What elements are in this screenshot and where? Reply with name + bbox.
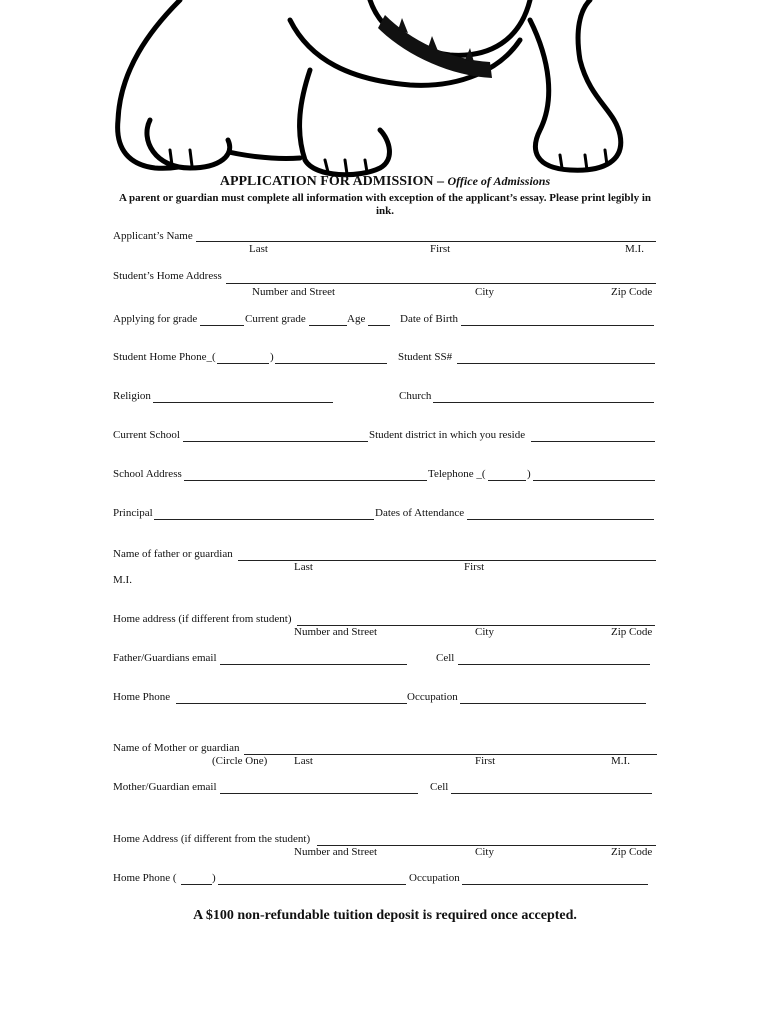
mother-phone-field[interactable]: [218, 869, 406, 885]
father-home-address-label: Home address (if different from student): [113, 613, 292, 625]
bulldog-mascot-image: [110, 0, 640, 180]
current-grade-label: Current grade: [245, 313, 306, 325]
dates-attendance-field[interactable]: [467, 504, 654, 520]
father-cell-field[interactable]: [458, 649, 650, 665]
mother-city-caption: City: [475, 846, 494, 858]
father-home-address-field[interactable]: [297, 610, 655, 626]
student-phone-label: Student Home Phone_(: [113, 351, 216, 363]
mother-circle-caption: (Circle One): [212, 755, 268, 767]
office-name: Office of Admissions: [447, 174, 551, 188]
student-phone-paren: ): [270, 351, 274, 363]
student-ss-field[interactable]: [457, 348, 655, 364]
form-title-text: APPLICATION FOR ADMISSION –: [219, 174, 448, 189]
religion-label: Religion: [113, 390, 151, 402]
form-instructions: A parent or guardian must complete all information with exception of the applicant’s essay. Please print legibly in ink.: [118, 192, 652, 217]
home-address-label: Student’s Home Address: [113, 270, 222, 282]
father-name-field[interactable]: [238, 545, 656, 561]
applicant-mi-caption: M.I.: [625, 243, 644, 255]
mother-home-address-label: Home Address (if different from the student): [113, 833, 311, 845]
applicant-last-caption: Last: [249, 243, 268, 255]
current-school-label: Current School: [113, 429, 180, 441]
church-field[interactable]: [433, 387, 654, 403]
applying-grade-field[interactable]: [200, 310, 244, 326]
mother-last-caption: Last: [294, 755, 313, 767]
district-label: Student district in which you reside: [369, 429, 526, 441]
dob-field[interactable]: [461, 310, 654, 326]
mother-occupation-field[interactable]: [462, 869, 648, 885]
mother-email-label: Mother/Guardian email: [113, 781, 217, 793]
applicant-first-caption: First: [430, 243, 451, 255]
mother-occupation-label: Occupation: [409, 872, 460, 884]
father-last-caption: Last: [294, 561, 313, 573]
age-field[interactable]: [368, 310, 390, 326]
father-street-caption: Number and Street: [294, 626, 378, 638]
dob-label: Date of Birth: [400, 313, 459, 325]
church-label: Church: [399, 390, 432, 402]
mother-zip-caption: Zip Code: [611, 846, 653, 858]
home-city-caption: City: [475, 286, 494, 298]
applying-grade-label: Applying for grade: [113, 313, 198, 325]
mother-home-address-field[interactable]: [317, 830, 656, 846]
principal-label: Principal: [113, 507, 153, 519]
dates-attendance-label: Dates of Attendance: [375, 507, 465, 519]
father-occupation-label: Occupation: [407, 691, 458, 703]
deposit-notice: A $100 non-refundable tuition deposit is required once accepted.: [193, 908, 577, 923]
mother-cell-label: Cell: [430, 781, 449, 793]
father-name-label: Name of father or guardian: [113, 548, 233, 560]
mother-cell-field[interactable]: [451, 778, 652, 794]
father-home-phone-label: Home Phone: [113, 691, 171, 703]
father-zip-caption: Zip Code: [611, 626, 653, 638]
home-zip-caption: Zip Code: [611, 286, 653, 298]
mother-email-field[interactable]: [220, 778, 418, 794]
student-phone-field[interactable]: [275, 348, 387, 364]
school-telephone-field[interactable]: [533, 465, 655, 481]
current-school-field[interactable]: [183, 426, 368, 442]
religion-field[interactable]: [153, 387, 333, 403]
school-telephone-label: Telephone _(: [428, 468, 486, 480]
school-address-field[interactable]: [184, 465, 427, 481]
home-street-caption: Number and Street: [252, 286, 336, 298]
applicant-name-label: Applicant’s Name: [113, 230, 193, 242]
father-occupation-field[interactable]: [460, 688, 646, 704]
home-address-field[interactable]: [226, 268, 656, 284]
father-cell-label: Cell: [436, 652, 455, 664]
father-mi-caption: M.I.: [113, 574, 132, 586]
father-first-caption: First: [464, 561, 485, 573]
mother-mi-caption: M.I.: [611, 755, 630, 767]
school-address-label: School Address: [113, 468, 182, 480]
mother-home-phone-label: Home Phone (: [113, 872, 177, 884]
district-field[interactable]: [531, 426, 655, 442]
current-grade-field[interactable]: [309, 310, 347, 326]
student-phone-area-field[interactable]: [217, 348, 269, 364]
applicant-name-field[interactable]: [196, 226, 656, 242]
mother-phone-area-field[interactable]: [181, 869, 212, 885]
school-telephone-area-field[interactable]: [488, 465, 526, 481]
mother-name-label: Name of Mother or guardian: [113, 742, 240, 754]
principal-field[interactable]: [154, 504, 374, 520]
form-title: [0, 174, 770, 190]
father-city-caption: City: [475, 626, 494, 638]
student-ss-label: Student SS#: [398, 351, 453, 363]
school-telephone-paren: ): [527, 468, 531, 480]
mother-phone-paren: ): [212, 872, 216, 884]
age-label: Age: [347, 313, 366, 325]
father-email-field[interactable]: [220, 649, 407, 665]
father-email-label: Father/Guardians email: [113, 652, 217, 664]
mother-first-caption: First: [475, 755, 496, 767]
mother-street-caption: Number and Street: [294, 846, 378, 858]
father-home-phone-field[interactable]: [176, 688, 407, 704]
mother-name-field[interactable]: [244, 739, 657, 755]
